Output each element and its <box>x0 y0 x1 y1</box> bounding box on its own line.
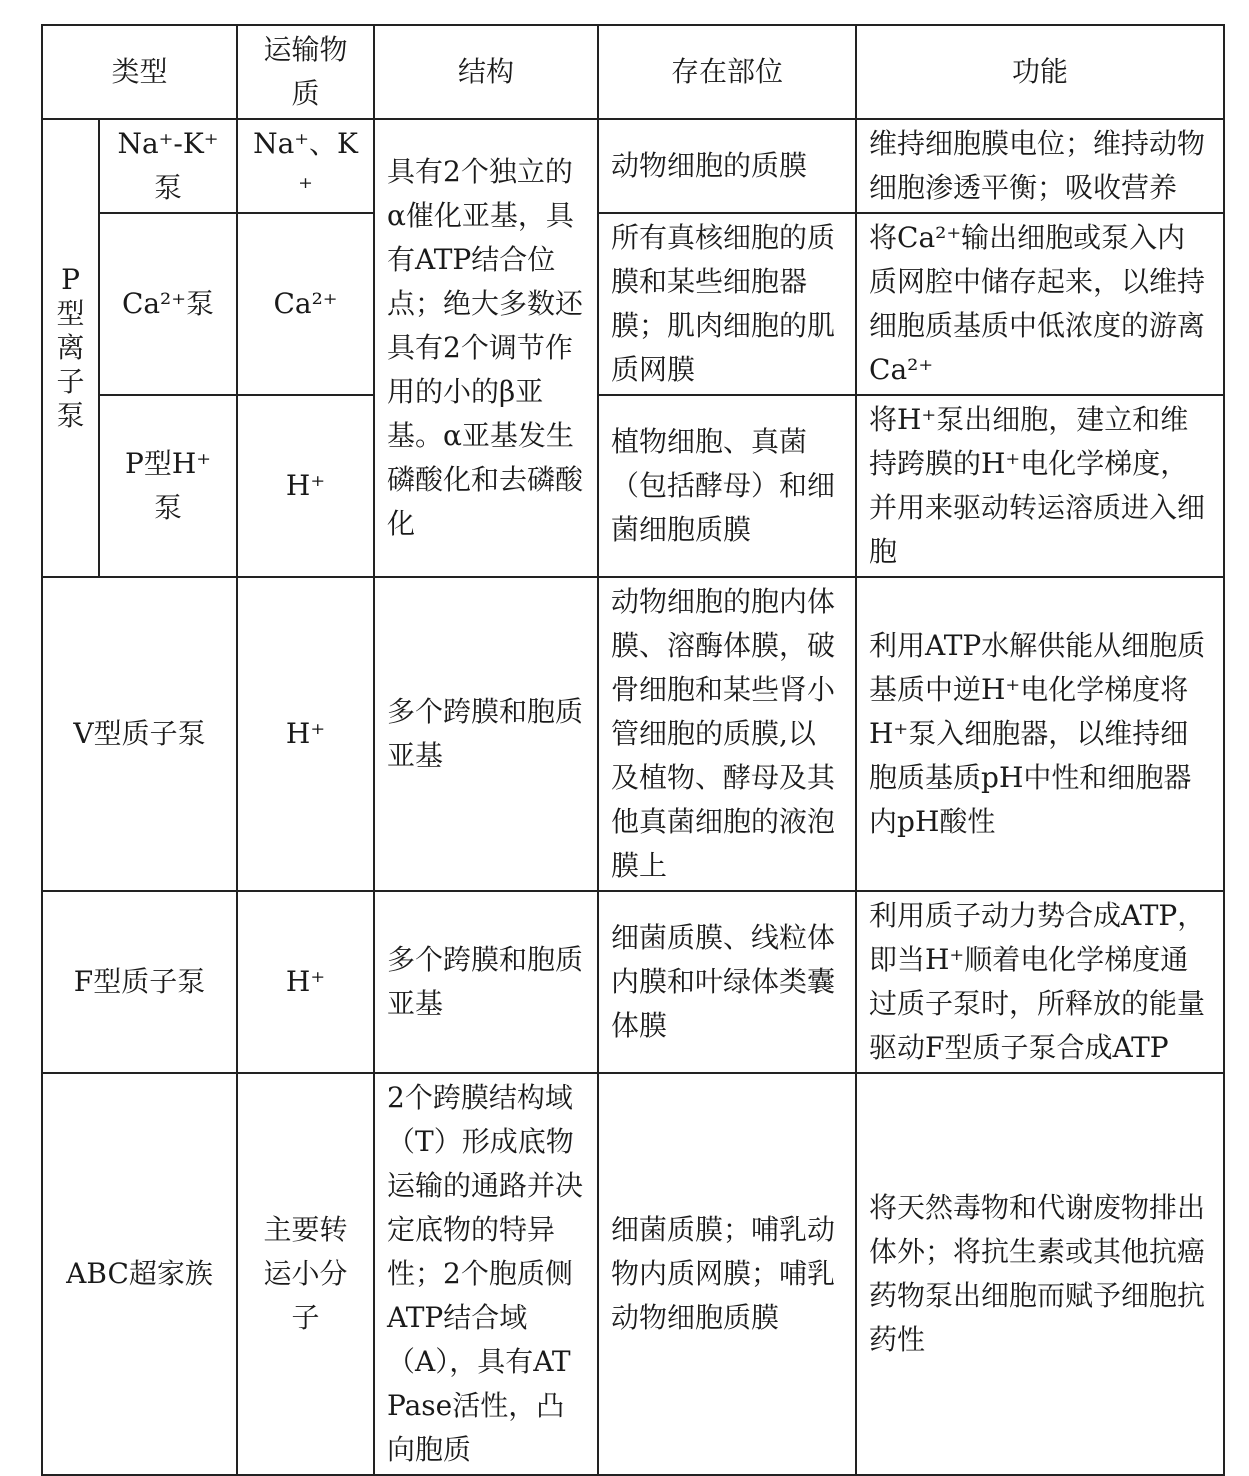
structure-cell: 多个跨膜和胞质亚基 <box>374 891 598 1073</box>
type-cell: ABC超家族 <box>42 1073 237 1475</box>
function-cell: 利用质子动力势合成ATP，即当H⁺顺着电化学梯度通过质子泵时，所释放的能量驱动F型质子泵合成ATP <box>856 891 1224 1073</box>
table-row <box>42 395 1224 577</box>
location-cell: 植物细胞、真菌（包括酵母）和细菌细胞质膜 <box>598 395 856 577</box>
table-container <box>41 24 1223 1476</box>
header-location: 存在部位 <box>598 25 856 119</box>
location-cell: 动物细胞的胞内体膜、溶酶体膜，破骨细胞和某些肾小管细胞的质膜,以及植物、酵母及其他真菌细胞的液泡膜上 <box>598 577 856 891</box>
function-cell: 将天然毒物和代谢废物排出体外；将抗生素或其他抗癌药物泵出细胞而赋予细胞抗药性 <box>856 1073 1224 1475</box>
location-cell: 所有真核细胞的质膜和某些细胞器膜；肌肉细胞的肌质网膜 <box>598 213 856 395</box>
table-row <box>42 119 1224 213</box>
table-row <box>42 213 1224 395</box>
ion-pump-table <box>41 24 1225 1476</box>
function-cell: 将H⁺泵出细胞，建立和维持跨膜的H⁺电化学梯度，并用来驱动转运溶质进入细胞 <box>856 395 1224 577</box>
location-cell: 细菌质膜；哺乳动物内质网膜；哺乳动物细胞质膜 <box>598 1073 856 1475</box>
structure-cell: 多个跨膜和胞质亚基 <box>374 577 598 891</box>
header-type: 类型 <box>42 25 237 119</box>
type-cell: P型H⁺泵 <box>99 395 237 577</box>
substance-cell: Ca²⁺ <box>237 213 374 395</box>
substance-cell: H⁺ <box>237 395 374 577</box>
structure-cell: 2个跨膜结构域（T）形成底物运输的通路并决定底物的特异性；2个胞质侧ATP结合域（A），具有ATPase活性，凸向胞质 <box>374 1073 598 1475</box>
substance-cell: Na⁺、K⁺ <box>237 119 374 213</box>
substance-cell: 主要转运小分子 <box>237 1073 374 1475</box>
substance-cell: H⁺ <box>237 577 374 891</box>
location-cell: 动物细胞的质膜 <box>598 119 856 213</box>
type-cell: V型质子泵 <box>42 577 237 891</box>
location-cell: 细菌质膜、线粒体内膜和叶绿体类囊体膜 <box>598 891 856 1073</box>
header-row <box>42 25 1224 119</box>
p-type-structure-cell: 具有2个独立的α催化亚基，具有ATP结合位点；绝大多数还具有2个调节作用的小的β亚基。α亚基发生磷酸化和去磷酸化 <box>374 119 598 577</box>
header-structure: 结构 <box>374 25 598 119</box>
table-row <box>42 577 1224 891</box>
type-cell: F型质子泵 <box>42 891 237 1073</box>
header-function: 功能 <box>856 25 1224 119</box>
header-substance: 运输物质 <box>237 25 374 119</box>
table-row <box>42 1073 1224 1475</box>
type-cell: Ca²⁺泵 <box>99 213 237 395</box>
table-row <box>42 891 1224 1073</box>
function-cell: 利用ATP水解供能从细胞质基质中逆H⁺电化学梯度将H⁺泵入细胞器，以维持细胞质基质pH中性和细胞器内pH酸性 <box>856 577 1224 891</box>
function-cell: 将Ca²⁺输出细胞或泵入内质网腔中储存起来，以维持细胞质基质中低浓度的游离Ca²⁺ <box>856 213 1224 395</box>
type-cell: Na⁺-K⁺泵 <box>99 119 237 213</box>
p-type-group-label: P 型 离 子 泵 <box>42 119 99 577</box>
substance-cell: H⁺ <box>237 891 374 1073</box>
function-cell: 维持细胞膜电位；维持动物细胞渗透平衡；吸收营养 <box>856 119 1224 213</box>
